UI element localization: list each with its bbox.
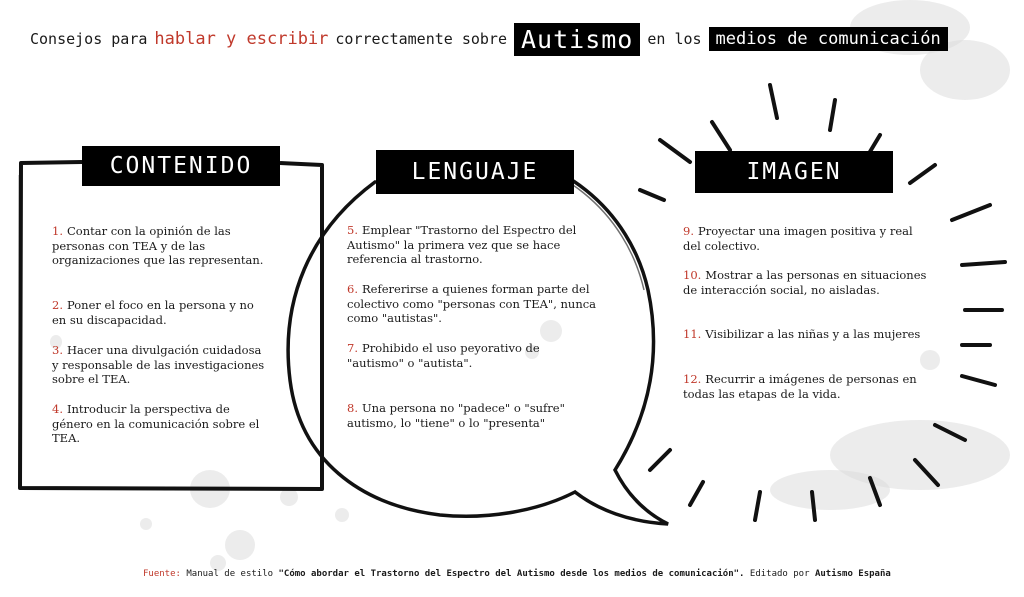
title-autismo-box: Autismo (514, 23, 640, 56)
list-item-12: 12. Recurrir a imágenes de personas en todas las etapas de la vida. (683, 372, 917, 401)
source-title: "Cómo abordar el Trastorno del Espectro del Autismo desde los medios de comunicación". (278, 569, 745, 579)
title-part-1: Consejos para (30, 30, 148, 48)
list-item-6: 6. Refererirse a quienes forman parte del colectivo como "personas con TEA", nunca como "autistas". (347, 282, 597, 325)
list-item-4: 4. Introducir la perspectiva de género en la comunicación sobre el TEA. (52, 402, 260, 445)
source-label: Fuente: (143, 569, 181, 579)
page-title (26, 22, 1016, 56)
title-part-3: correctamente sobre (335, 30, 507, 48)
title-part-5: en los (647, 30, 702, 48)
list-item-1: 1. Contar con la opinión de las personas con TEA y de las organizaciones que las representan. (52, 224, 264, 267)
source-publisher: Autismo España (814, 569, 891, 579)
header-contenido: CONTENIDO (82, 146, 280, 186)
header-lenguaje: LENGUAJE (376, 150, 574, 194)
source-text-1: Manual de estilo (186, 569, 274, 579)
list-item-2: 2. Poner el foco en la persona y no en su discapacidad. (52, 298, 254, 327)
title-media-box: medios de comunicación (709, 27, 948, 51)
list-item-10: 10. Mostrar a las personas en situaciones de interacción social, no aisladas. (683, 268, 927, 297)
list-item-5: 5. Emplear "Trastorno del Espectro del Autismo" la primera vez que se hace referencia al trastorno. (347, 223, 577, 266)
header-imagen: IMAGEN (695, 151, 893, 193)
list-item-11: 11. Visibilizar a las niñas y a las mujeres (683, 327, 921, 341)
list-item-8: 8. Una persona no "padece" o "sufre" autismo, lo "tiene" o lo "presenta" (347, 401, 565, 430)
title-highlight: hablar y escribir (154, 29, 329, 49)
source-credit (143, 569, 891, 579)
list-item-3: 3. Hacer una divulgación cuidadosa y responsable de las investigaciones sobre el TEA. (52, 343, 265, 386)
list-item-9: 9. Proyectar una imagen positiva y real del colectivo. (683, 224, 913, 253)
source-text-2: Editado por (749, 569, 810, 579)
list-item-7: 7. Prohibido el uso peyorativo de "autismo" o "autista". (347, 341, 540, 370)
